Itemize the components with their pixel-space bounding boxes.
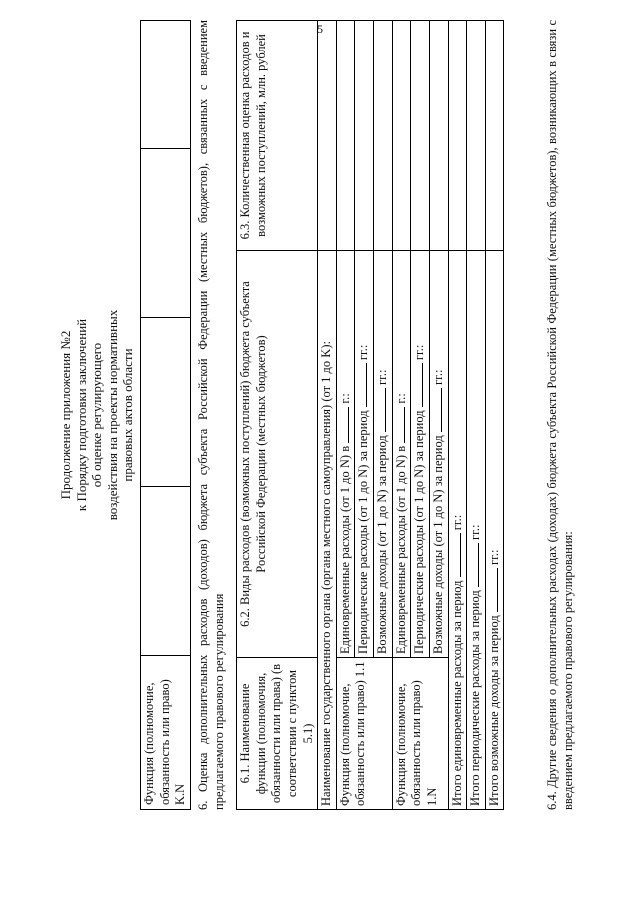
blank-fill (431, 388, 442, 432)
value-cell (448, 21, 467, 251)
blank-fill (375, 388, 386, 432)
appendix-heading (58, 275, 136, 555)
value-cell (485, 21, 504, 251)
income-label: Возможные доходы (от 1 до N) за период (430, 435, 445, 654)
blank-fill (412, 363, 423, 407)
expense-type-cell (374, 251, 393, 658)
top-table-first-cell: Функция (полномочие, обязанность или право) K.N (141, 656, 191, 810)
total-income-cell (485, 251, 504, 810)
year-label: гг.: (430, 369, 445, 385)
organ-row: Наименование государственного органа (органа местного самоуправления) (от 1 до K): (318, 251, 337, 810)
appendix-line: к Порядку подготовки заключений (73, 318, 89, 512)
table-header-row (237, 21, 318, 810)
function-1-1: Функция (полномочие, обязанность или право) 1.1 (336, 658, 392, 810)
top-table (140, 20, 191, 810)
blank-fill (487, 568, 498, 612)
appendix-line: воздействия на проекты нормативных (104, 309, 120, 521)
page-number: 5 (317, 22, 323, 36)
value-cell (392, 21, 411, 251)
blank-fill (338, 407, 349, 443)
appendix-line: правовых актов области (120, 348, 136, 482)
top-table-cell (141, 149, 191, 318)
year-label: г.: (393, 393, 408, 404)
total-periodic-label: Итого периодические расходы за период (468, 590, 483, 806)
blank-fill (356, 363, 367, 407)
value-cell (355, 21, 374, 251)
year-label: гг.: (486, 549, 501, 566)
top-table-cell (141, 318, 191, 487)
header-6-2: 6.2. Виды расходов (возможных поступлений) бюджета субъекта Российской Федерации (местных бюджетов) (237, 251, 318, 658)
appendix-line: об оценке регулирующего (89, 342, 105, 488)
total-one-time-label: Итого единовременные расходы за период (449, 580, 464, 806)
total-one-time-cell (448, 251, 467, 810)
total-periodic-cell (467, 251, 486, 810)
appendix-line: Продолжение приложения №2 (58, 330, 73, 500)
budget-table (236, 20, 504, 810)
one-time-label: Единовременные расходы (от 1 до N) в (337, 445, 352, 654)
blank-fill (394, 407, 405, 443)
periodic-label: Периодические расходы (от 1 до N) за период (412, 410, 427, 654)
section-6-text: 6. Оценка дополнительных расходов (доходов) бюджета субъекта Российской Федерации (местных бюджетов), связанных с введением предлагаемого правового регулирования (196, 20, 226, 810)
one-time-label: Единовременные расходы (от 1 до N) в (393, 445, 408, 654)
section-6-4-text: 6.4. Другие сведения о дополнительных расходах (доходах) бюджета субъекта Российской Федерации (местных бюджетов), возникающих в связи с введением предлагаемого правового регулирования: (545, 20, 575, 810)
value-cell (429, 21, 448, 251)
expense-type-cell (336, 251, 355, 658)
value-cell (467, 21, 486, 251)
blank-fill (450, 533, 461, 577)
blank-fill (468, 543, 479, 587)
function-1-n: Функция (полномочие, обязанность или право) 1.N (392, 658, 448, 810)
year-label: гг.: (412, 344, 427, 361)
year-label: г.: (337, 393, 352, 404)
year-label: гг.: (468, 524, 483, 540)
table-row (318, 21, 337, 810)
table-row (336, 21, 355, 810)
top-table-cell (141, 487, 191, 656)
expense-type-cell (392, 251, 411, 658)
header-6-1: 6.1. Наименование функции (полномочия, обязанности или права) (в соответствии с пунктом 5.1) (237, 658, 318, 810)
value-cell (318, 21, 337, 251)
year-label: гг.: (449, 514, 464, 531)
periodic-label: Периодические расходы (от 1 до N) за период (356, 410, 371, 654)
value-cell (374, 21, 393, 251)
year-label: гг.: (375, 369, 389, 385)
total-income-label: Итого возможные доходы за период (486, 615, 501, 806)
table-row (392, 21, 411, 810)
header-6-3: 6.3. Количественная оценка расходов и возможных поступлений, млн. рублей (237, 21, 318, 251)
expense-type-cell (429, 251, 448, 658)
income-label: Возможные доходы (от 1 до N) за период (375, 435, 389, 654)
year-label: гг.: (356, 344, 371, 361)
value-cell (336, 21, 355, 251)
table-row (485, 21, 504, 810)
expense-type-cell (411, 251, 430, 658)
expense-type-cell (355, 251, 374, 658)
top-table-cell (141, 21, 191, 149)
table-row (448, 21, 467, 810)
value-cell (411, 21, 430, 251)
table-row (467, 21, 486, 810)
